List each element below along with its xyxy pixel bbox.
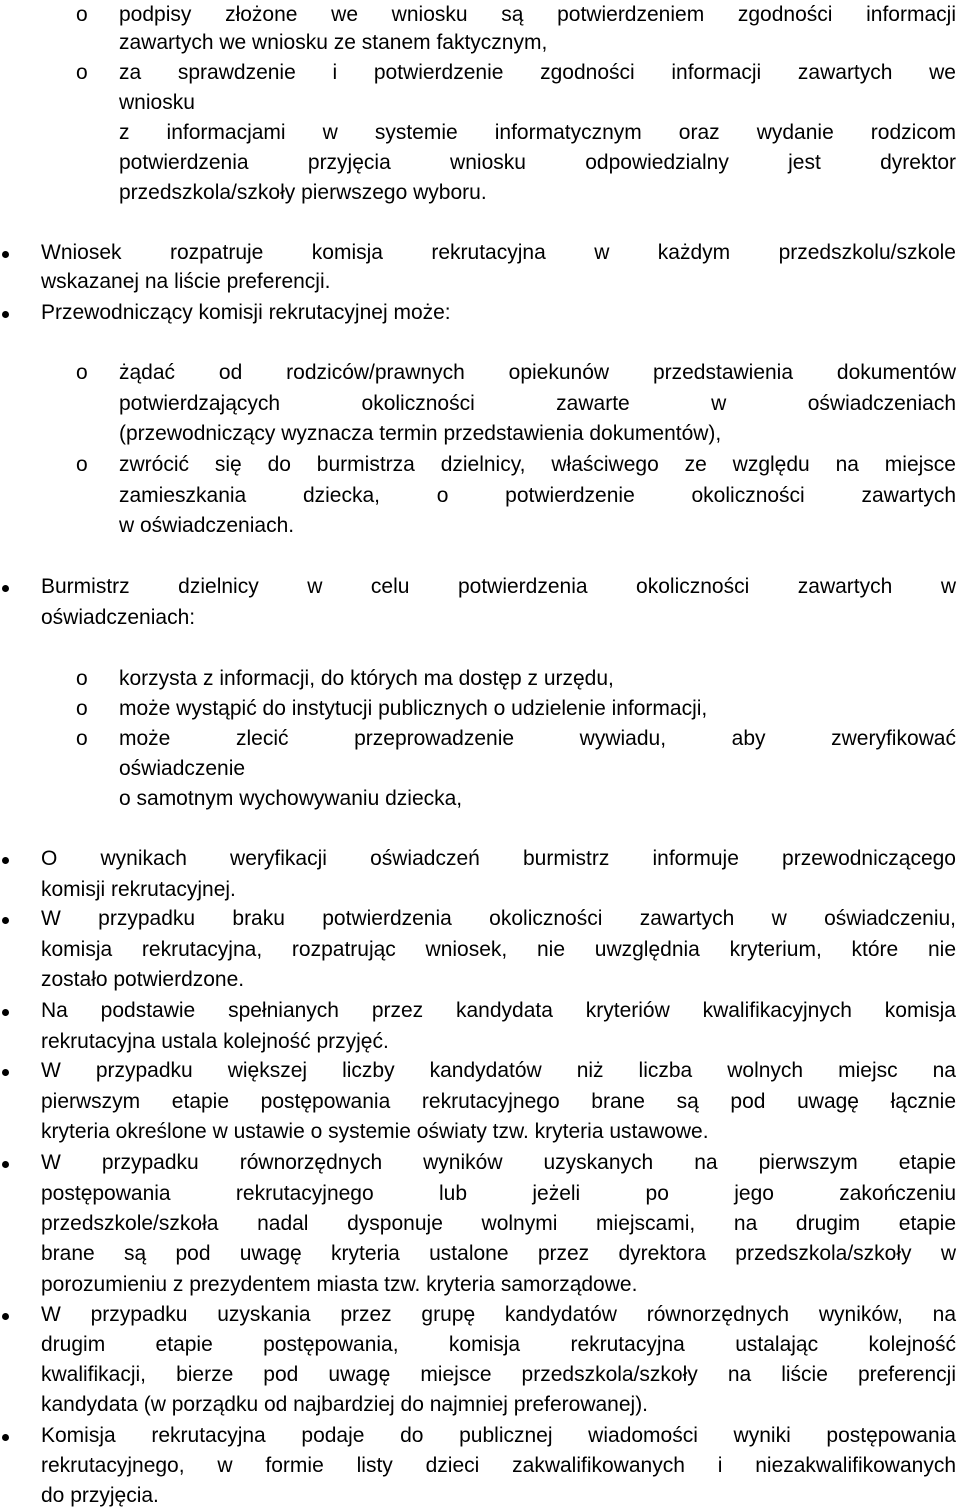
sub-bullet-marker: o xyxy=(76,453,88,476)
sub-bullet-text-line: w oświadczeniach. xyxy=(119,514,295,537)
sub-bullet-text-line: może zlecić przeprowadzenie wywiadu, aby zweryfikować xyxy=(119,727,956,750)
bullet-dot-icon xyxy=(2,917,9,924)
sub-bullet-text-line: podpisy złożone we wniosku są potwierdzeniem zgodności informacji xyxy=(119,3,956,26)
sub-bullet-text-line: zwrócić się do burmistrza dzielnicy, właściwego ze względu na miejsce xyxy=(119,453,956,476)
bullet-text-line: porozumieniu z prezydentem miasta tzw. kryteria samorządowe. xyxy=(41,1273,638,1296)
bullet-text-line: Wniosek rozpatruje komisja rekrutacyjna w każdym przedszkolu/szkole xyxy=(41,241,956,264)
sub-bullet-text-line: (przewodniczący wyznacza termin przedstawienia dokumentów), xyxy=(119,422,722,445)
sub-bullet-marker: o xyxy=(76,697,88,720)
sub-bullet-marker: o xyxy=(76,667,88,690)
sub-bullet-text-line: może wystąpić do instytucji publicznych o udzielenie informacji, xyxy=(119,697,708,720)
bullet-text-line: Komisja rekrutacyjna podaje do publicznej wiadomości wyniki postępowania xyxy=(41,1424,956,1447)
bullet-dot-icon xyxy=(2,1313,9,1320)
bullet-text-line: W przypadku równorzędnych wyników uzyskanych na pierwszym etapie xyxy=(41,1151,956,1174)
bullet-text-line: do przyjęcia. xyxy=(41,1484,159,1507)
bullet-text-line: wskazanej na liście preferencji. xyxy=(41,270,331,293)
sub-bullet-text-line: zawartych we wniosku ze stanem faktycznym, xyxy=(119,31,548,54)
bullet-text-line: rekrutacyjnego, w formie listy dzieci zakwalifikowanych i niezakwalifikowanych xyxy=(41,1454,956,1477)
bullet-dot-icon xyxy=(2,311,9,318)
bullet-text-line: postępowania rekrutacyjnego lub jeżeli po jego zakończeniu xyxy=(41,1182,956,1205)
sub-bullet-text-line: korzysta z informacji, do których ma dostęp z urzędu, xyxy=(119,667,614,690)
bullet-dot-icon xyxy=(2,857,9,864)
sub-bullet-marker: o xyxy=(76,361,88,384)
bullet-text-line: drugim etapie postępowania, komisja rekrutacyjna ustalając kolejność xyxy=(41,1333,956,1356)
bullet-text-line: oświadczeniach: xyxy=(41,606,196,629)
sub-bullet-text-line: oświadczenie xyxy=(119,757,246,780)
sub-bullet-text-line: przedszkola/szkoły pierwszego wyboru. xyxy=(119,181,487,204)
sub-bullet-text-line: zamieszkania dziecka, o potwierdzenie okoliczności zawartych xyxy=(119,484,956,507)
sub-bullet-marker: o xyxy=(76,3,88,26)
bullet-text-line: W przypadku uzyskania przez grupę kandydatów równorzędnych wyników, na xyxy=(41,1303,956,1326)
sub-bullet-marker: o xyxy=(76,61,88,84)
bullet-text-line: O wynikach weryfikacji oświadczeń burmistrz informuje przewodniczącego xyxy=(41,847,956,870)
sub-bullet-text-line: z informacjami w systemie informatycznym oraz wydanie rodzicom xyxy=(119,121,956,144)
sub-bullet-text-line: żądać od rodziców/prawnych opiekunów przedstawienia dokumentów xyxy=(119,361,956,384)
bullet-dot-icon xyxy=(2,251,9,258)
bullet-dot-icon xyxy=(2,585,9,592)
bullet-text-line: komisja rekrutacyjna, rozpatrując wniosek, nie uwzględnia kryterium, które nie xyxy=(41,938,956,961)
sub-bullet-text-line: potwierdzenia przyjęcia wniosku odpowiedzialny jest dyrektor xyxy=(119,151,956,174)
bullet-text-line: rekrutacyjna ustala kolejność przyjęć. xyxy=(41,1030,389,1053)
bullet-text-line: Burmistrz dzielnicy w celu potwierdzenia okoliczności zawartych w xyxy=(41,575,956,598)
bullet-text-line: zostało potwierdzone. xyxy=(41,968,245,991)
sub-bullet-text-line: potwierdzających okoliczności zawarte w oświadczeniach xyxy=(119,392,956,415)
bullet-text-line: kandydata (w porządku od najbardziej do najmniej preferowanej). xyxy=(41,1393,649,1416)
bullet-dot-icon xyxy=(2,1161,9,1168)
bullet-text-line: W przypadku braku potwierdzenia okoliczności zawartych w oświadczeniu, xyxy=(41,907,956,930)
bullet-dot-icon xyxy=(2,1069,9,1076)
sub-bullet-text-line: za sprawdzenie i potwierdzenie zgodności informacji zawartych we xyxy=(119,61,956,84)
sub-bullet-text-line: wniosku xyxy=(119,91,195,114)
bullet-text-line: przedszkole/szkoła nadal dysponuje wolnymi miejscami, na drugim etapie xyxy=(41,1212,956,1235)
bullet-text-line: kwalifikacji, bierze pod uwagę miejsce przedszkola/szkoły na liście preferencji xyxy=(41,1363,956,1386)
sub-bullet-text-line: o samotnym wychowywaniu dziecka, xyxy=(119,787,463,810)
bullet-dot-icon xyxy=(2,1434,9,1441)
bullet-text-line: komisji rekrutacyjnej. xyxy=(41,878,236,901)
bullet-text-line: pierwszym etapie postępowania rekrutacyjnego brane są pod uwagę łącznie xyxy=(41,1090,956,1113)
bullet-text-line: Przewodniczący komisji rekrutacyjnej może: xyxy=(41,301,451,324)
bullet-text-line: W przypadku większej liczby kandydatów niż liczba wolnych miejsc na xyxy=(41,1059,956,1082)
bullet-text-line: Na podstawie spełnianych przez kandydata kryteriów kwalifikacyjnych komisja xyxy=(41,999,956,1022)
bullet-dot-icon xyxy=(2,1009,9,1016)
sub-bullet-marker: o xyxy=(76,727,88,750)
bullet-text-line: brane są pod uwagę kryteria ustalone przez dyrektora przedszkola/szkoły w xyxy=(41,1242,956,1265)
bullet-text-line: kryteria określone w ustawie o systemie oświaty tzw. kryteria ustawowe. xyxy=(41,1120,709,1143)
